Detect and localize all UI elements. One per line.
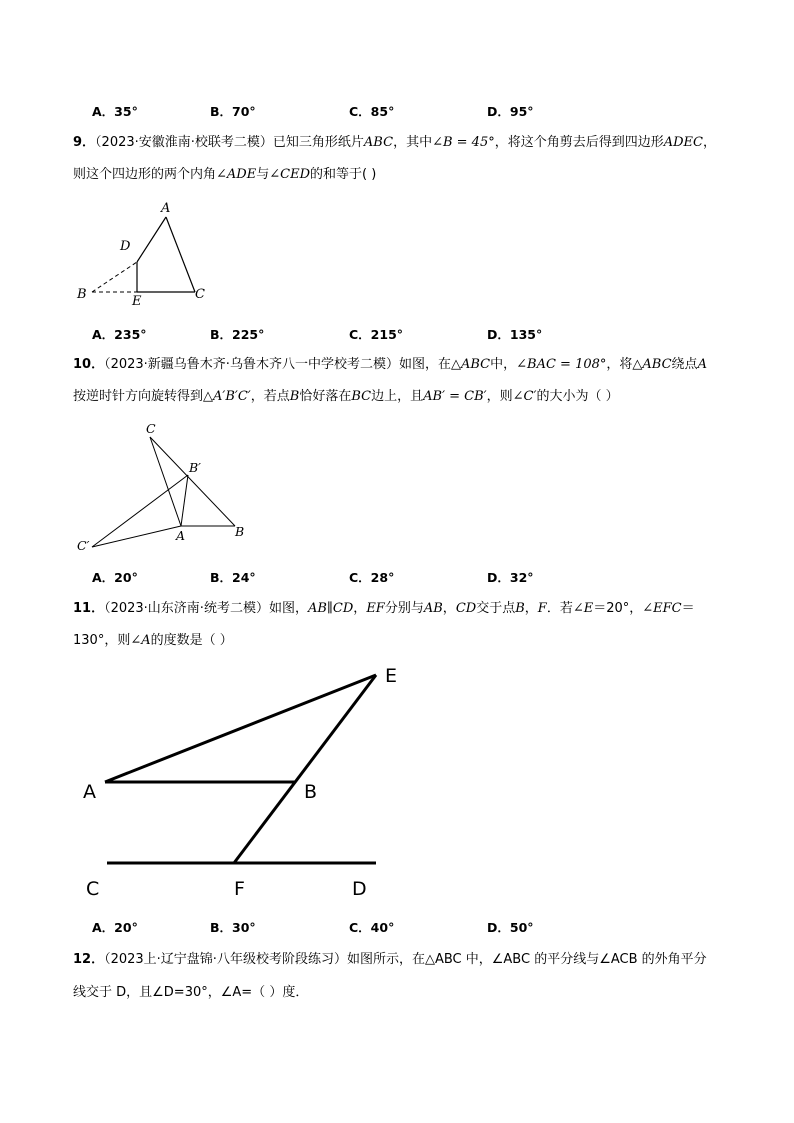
q11-label-f: F bbox=[234, 878, 245, 900]
q9-text: ， bbox=[703, 135, 717, 150]
q11-text: ．若 bbox=[546, 601, 573, 616]
q10-math: B bbox=[289, 389, 300, 404]
q10-text: 边上，且 bbox=[371, 389, 424, 404]
q11-text: ＝20°， bbox=[593, 601, 643, 616]
q11-math: EF bbox=[366, 601, 385, 616]
q11-math: AB∥CD bbox=[307, 601, 354, 616]
q10-label-a: A bbox=[176, 528, 186, 543]
q10-text: 的大小为（ ） bbox=[536, 389, 619, 404]
q11-option-a[interactable]: A．20° bbox=[92, 920, 138, 935]
q10-label-c: C bbox=[146, 421, 156, 436]
q9-label-e: E bbox=[132, 294, 142, 309]
q12-text: 如图所示，在△ABC 中，∠ABC 的平分线与∠ACB 的外角平分 bbox=[346, 952, 707, 967]
q10-stem-line2 bbox=[73, 387, 619, 407]
q9-math: ∠B = 45° bbox=[432, 135, 495, 150]
q8-option-d[interactable]: D．95° bbox=[487, 104, 534, 119]
q12-text: 线交于 D，且∠D=30°，∠A=（ ）度． bbox=[73, 985, 309, 1000]
q9-option-b[interactable]: B．225° bbox=[210, 327, 265, 342]
q8-option-b[interactable]: B．70° bbox=[210, 104, 256, 119]
q11-text: ， bbox=[442, 601, 456, 616]
q10-seg-cb bbox=[150, 437, 235, 526]
q11-options bbox=[92, 918, 692, 938]
q11-label-b: B bbox=[304, 781, 318, 803]
q10-math: △ABC bbox=[632, 357, 672, 372]
q10-label-b-prime: B′ bbox=[189, 460, 202, 475]
q10-seg-ca bbox=[150, 437, 181, 526]
q9-text: 则这个四边形的两个内角 bbox=[73, 167, 217, 182]
q10-text: 恰好落在 bbox=[299, 389, 352, 404]
q9-text: 的和等于( ) bbox=[310, 167, 377, 182]
q11-math: AB bbox=[423, 601, 443, 616]
q11-stem-line2 bbox=[73, 631, 233, 651]
q11-stem-line1 bbox=[73, 599, 695, 619]
q11-math: ∠A bbox=[130, 633, 151, 648]
q10-text: 绕点 bbox=[671, 357, 698, 372]
q11-math: CD bbox=[455, 601, 477, 616]
q11-label-e: E bbox=[385, 665, 398, 687]
q11-text: 的度数是（ ） bbox=[150, 633, 233, 648]
q9-math: ADEC bbox=[663, 135, 703, 150]
q10-label-b: B bbox=[235, 524, 245, 539]
q11-figure bbox=[83, 665, 397, 900]
q10-math: BC bbox=[351, 389, 372, 404]
q11-text: ， bbox=[524, 601, 538, 616]
q9-label-a: A bbox=[161, 201, 171, 216]
q11-math: ∠E bbox=[572, 601, 594, 616]
q10-text: 中， bbox=[490, 357, 517, 372]
q10-text: ，则 bbox=[486, 389, 513, 404]
q10-seg-c-prime-b-prime bbox=[92, 475, 188, 547]
q10-options bbox=[92, 568, 692, 588]
q11-label-a: A bbox=[83, 781, 96, 803]
q10-source: （2023·新疆乌鲁木齐·乌鲁木齐八一中学校考二模） bbox=[104, 357, 399, 372]
q11-text: ， bbox=[353, 601, 367, 616]
q11-math: F bbox=[537, 601, 547, 616]
q9-label-d: D bbox=[120, 239, 131, 254]
q10-option-a[interactable]: A．20° bbox=[92, 570, 138, 585]
q11-number: 11． bbox=[73, 601, 105, 616]
q10-stem-line1 bbox=[73, 355, 707, 375]
q10-math: ∠C′ bbox=[512, 389, 537, 404]
q11-math: ∠EFC bbox=[642, 601, 682, 616]
q9-math: ∠ADE bbox=[216, 167, 257, 182]
q12-number: 12． bbox=[73, 952, 105, 967]
q11-text: 分别与 bbox=[384, 601, 424, 616]
q9-label-b: B bbox=[77, 287, 87, 302]
q10-figure bbox=[77, 421, 244, 553]
q12-stem-line2 bbox=[73, 983, 308, 1003]
q10-math: △ABC bbox=[450, 357, 491, 372]
q11-option-d[interactable]: D．50° bbox=[487, 920, 534, 935]
q9-text: 与 bbox=[256, 167, 270, 182]
q11-text: 130°，则 bbox=[73, 633, 131, 648]
q10-option-b[interactable]: B．24° bbox=[210, 570, 256, 585]
q9-math: ∠CED bbox=[269, 167, 310, 182]
q8-option-a[interactable]: A．35° bbox=[92, 104, 138, 119]
q11-option-c[interactable]: C．40° bbox=[349, 920, 395, 935]
q10-math: A bbox=[697, 357, 707, 372]
q9-side-da bbox=[137, 217, 166, 262]
q9-option-d[interactable]: D．135° bbox=[487, 327, 543, 342]
q10-math: AB′ = CB′ bbox=[423, 389, 487, 404]
q10-seg-ab-prime bbox=[181, 475, 188, 526]
q11-text: ＝ bbox=[681, 601, 695, 616]
q11-source: （2023·山东济南·统考二模） bbox=[104, 601, 269, 616]
q10-math: △A′B′C′ bbox=[203, 389, 251, 404]
q9-text: ，其中 bbox=[393, 135, 433, 150]
q9-source: （2023·安徽淮南·校联考二模） bbox=[95, 135, 273, 150]
q11-option-b[interactable]: B．30° bbox=[210, 920, 256, 935]
q10-text: 如图，在 bbox=[398, 357, 451, 372]
q10-number: 10． bbox=[73, 357, 105, 372]
q9-side-ac bbox=[166, 217, 195, 292]
q12-source: （2023上·辽宁盘锦·八年级校考阶段练习） bbox=[104, 952, 347, 967]
q9-dashed-bd bbox=[92, 262, 137, 292]
q11-text: 如图， bbox=[268, 601, 308, 616]
q9-option-a[interactable]: A．235° bbox=[92, 327, 147, 342]
q10-text: ，将 bbox=[606, 357, 633, 372]
q11-math: B bbox=[515, 601, 525, 616]
q9-option-c[interactable]: C．215° bbox=[349, 327, 404, 342]
q10-text: 按逆时针方向旋转得到 bbox=[73, 389, 204, 404]
q8-option-c[interactable]: C．85° bbox=[349, 104, 395, 119]
q10-text: ，若点 bbox=[250, 389, 290, 404]
q9-text: 已知三角形纸片 bbox=[272, 135, 364, 150]
q11-text: 交于点 bbox=[476, 601, 516, 616]
q10-option-c[interactable]: C．28° bbox=[349, 570, 395, 585]
q9-text: ，将这个角剪去后得到四边形 bbox=[494, 135, 664, 150]
q10-label-c-prime: C′ bbox=[77, 538, 90, 553]
q10-option-d[interactable]: D．32° bbox=[487, 570, 534, 585]
q9-label-c: C bbox=[195, 287, 205, 302]
q10-math: ∠BAC = 108° bbox=[516, 357, 607, 372]
q9-figure bbox=[76, 201, 205, 309]
q9-options bbox=[92, 325, 692, 345]
q9-math: ABC bbox=[363, 135, 394, 150]
q12-stem-line1 bbox=[73, 950, 707, 970]
q11-label-d: D bbox=[352, 878, 367, 900]
q11-label-c: C bbox=[86, 878, 100, 900]
q9-number: 9． bbox=[73, 135, 96, 150]
